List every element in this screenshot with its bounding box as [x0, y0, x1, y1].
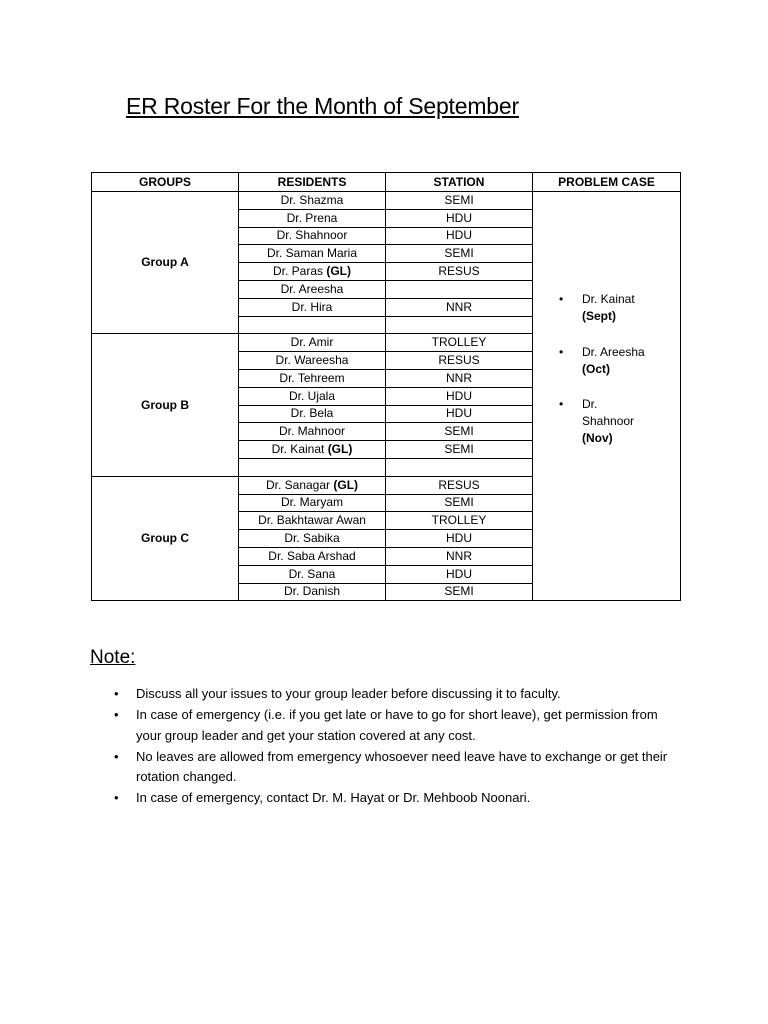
- resident-name: Dr. Maryam: [280, 495, 343, 510]
- problem-case-month: (Sept): [582, 309, 616, 323]
- station-cell: SEMI: [386, 441, 533, 459]
- station-cell: HDU: [386, 209, 533, 227]
- station-cell: SEMI: [386, 423, 533, 441]
- note-text: No leaves are allowed from emergency whosoever need leave have to exchange or get their rotation changed.: [136, 748, 668, 784]
- resident-name: Dr. Prena: [286, 210, 338, 225]
- roster-table: [91, 172, 681, 601]
- station-cell: SEMI: [386, 494, 533, 512]
- bullet-icon: •: [114, 686, 119, 701]
- note-text: In case of emergency, contact Dr. M. Hayat or Dr. Mehboob Noonari.: [136, 790, 531, 805]
- resident-name: Dr. Hira: [291, 299, 333, 314]
- resident-name: Dr. Kainat: [271, 442, 325, 457]
- problem-case-name: Dr. Kainat: [582, 292, 635, 306]
- resident-name: Dr. Amir: [290, 335, 334, 350]
- station-cell: NNR: [386, 547, 533, 565]
- header-groups: GROUPS: [92, 173, 239, 192]
- resident-cell: [239, 209, 386, 227]
- resident-cell: [239, 458, 386, 476]
- resident-cell: [239, 512, 386, 530]
- bullet-icon: •: [559, 292, 564, 306]
- group-name-cell: Group A: [92, 192, 239, 334]
- resident-name: Dr. Shahnoor: [276, 228, 348, 243]
- resident-cell: [239, 316, 386, 334]
- resident-name: Dr. Danish: [283, 584, 341, 599]
- resident-cell: [239, 263, 386, 281]
- header-problem-case: PROBLEM CASE: [533, 173, 681, 192]
- resident-cell: [239, 227, 386, 245]
- note-text: In case of emergency (i.e. if you get late or have to go for short leave), get permission from your group leader and get your station covered at any cost.: [136, 707, 658, 743]
- page-title: ER Roster For the Month of September: [126, 93, 519, 119]
- problem-case-item: [533, 344, 680, 378]
- bullet-icon: •: [559, 345, 564, 359]
- group-name-cell: Group C: [92, 476, 239, 601]
- table-header-row: [92, 173, 681, 192]
- station-cell: [386, 316, 533, 334]
- resident-name: Dr. Bakhtawar Awan: [258, 513, 366, 528]
- table-row: [92, 192, 681, 210]
- resident-cell: [239, 583, 386, 601]
- group-name-cell: Group B: [92, 334, 239, 476]
- station-cell: [386, 458, 533, 476]
- note-item: [112, 747, 672, 788]
- bullet-icon: •: [114, 707, 119, 722]
- resident-cell: [239, 441, 386, 459]
- station-cell: HDU: [386, 387, 533, 405]
- resident-name: Dr. Sanagar: [265, 477, 331, 492]
- station-cell: [386, 280, 533, 298]
- resident-cell: [239, 387, 386, 405]
- problem-case-cell: [533, 192, 681, 601]
- note-text: Discuss all your issues to your group leader before discussing it to faculty.: [136, 686, 561, 701]
- station-cell: SEMI: [386, 583, 533, 601]
- resident-cell: [239, 352, 386, 370]
- note-title: Note:: [90, 647, 136, 668]
- resident-cell: [239, 494, 386, 512]
- resident-cell: [239, 530, 386, 548]
- bullet-icon: •: [114, 748, 119, 764]
- notes-list: [112, 684, 672, 809]
- group-leader-tag: (GL): [326, 264, 351, 279]
- resident-name: Dr. Bela: [290, 406, 334, 421]
- note-item: [112, 705, 672, 746]
- roster-body: [92, 192, 681, 601]
- problem-case-name: Dr. Shahnoor: [582, 397, 635, 428]
- resident-name: Dr. Tehreem: [279, 370, 345, 385]
- resident-cell: [239, 476, 386, 494]
- resident-name: Dr. Sabika: [284, 531, 340, 546]
- station-cell: NNR: [386, 298, 533, 316]
- problem-case-month: (Oct): [582, 362, 610, 376]
- resident-name: Dr. Ujala: [288, 388, 335, 403]
- resident-name: Dr. Mahnoor: [278, 424, 346, 439]
- resident-cell: [239, 298, 386, 316]
- resident-cell: [239, 369, 386, 387]
- problem-case-month: (Nov): [582, 431, 613, 445]
- resident-name: Dr. Sana: [288, 566, 336, 581]
- problem-case-item: [533, 396, 635, 447]
- resident-name: Dr. Wareesha: [275, 353, 349, 368]
- station-cell: HDU: [386, 530, 533, 548]
- problem-case-name: Dr. Areesha: [582, 345, 645, 359]
- note-item: [112, 788, 672, 809]
- resident-cell: [239, 547, 386, 565]
- resident-cell: [239, 423, 386, 441]
- resident-name: Dr. Paras: [272, 264, 323, 279]
- bullet-icon: •: [559, 397, 564, 411]
- station-cell: RESUS: [386, 352, 533, 370]
- resident-name: Dr. Areesha: [280, 281, 344, 296]
- resident-name: Dr. Shazma: [280, 192, 344, 207]
- bullet-icon: •: [114, 790, 119, 805]
- station-cell: HDU: [386, 565, 533, 583]
- group-leader-tag: (GL): [333, 477, 359, 492]
- station-cell: RESUS: [386, 476, 533, 494]
- station-cell: RESUS: [386, 263, 533, 281]
- note-item: [112, 684, 672, 705]
- resident-cell: [239, 192, 386, 210]
- resident-name: Dr. Saman Maria: [266, 246, 358, 261]
- resident-cell: [239, 280, 386, 298]
- resident-cell: [239, 245, 386, 263]
- header-station: STATION: [386, 173, 533, 192]
- station-cell: SEMI: [386, 192, 533, 210]
- station-cell: SEMI: [386, 245, 533, 263]
- resident-cell: [239, 334, 386, 352]
- station-cell: TROLLEY: [386, 512, 533, 530]
- group-leader-tag: (GL): [327, 442, 353, 457]
- station-cell: NNR: [386, 369, 533, 387]
- problem-case-item: [533, 291, 680, 325]
- resident-cell: [239, 565, 386, 583]
- station-cell: TROLLEY: [386, 334, 533, 352]
- header-residents: RESIDENTS: [239, 173, 386, 192]
- resident-name: Dr. Saba Arshad: [268, 548, 356, 563]
- problem-case-list: [533, 291, 680, 447]
- station-cell: HDU: [386, 405, 533, 423]
- station-cell: HDU: [386, 227, 533, 245]
- resident-cell: [239, 405, 386, 423]
